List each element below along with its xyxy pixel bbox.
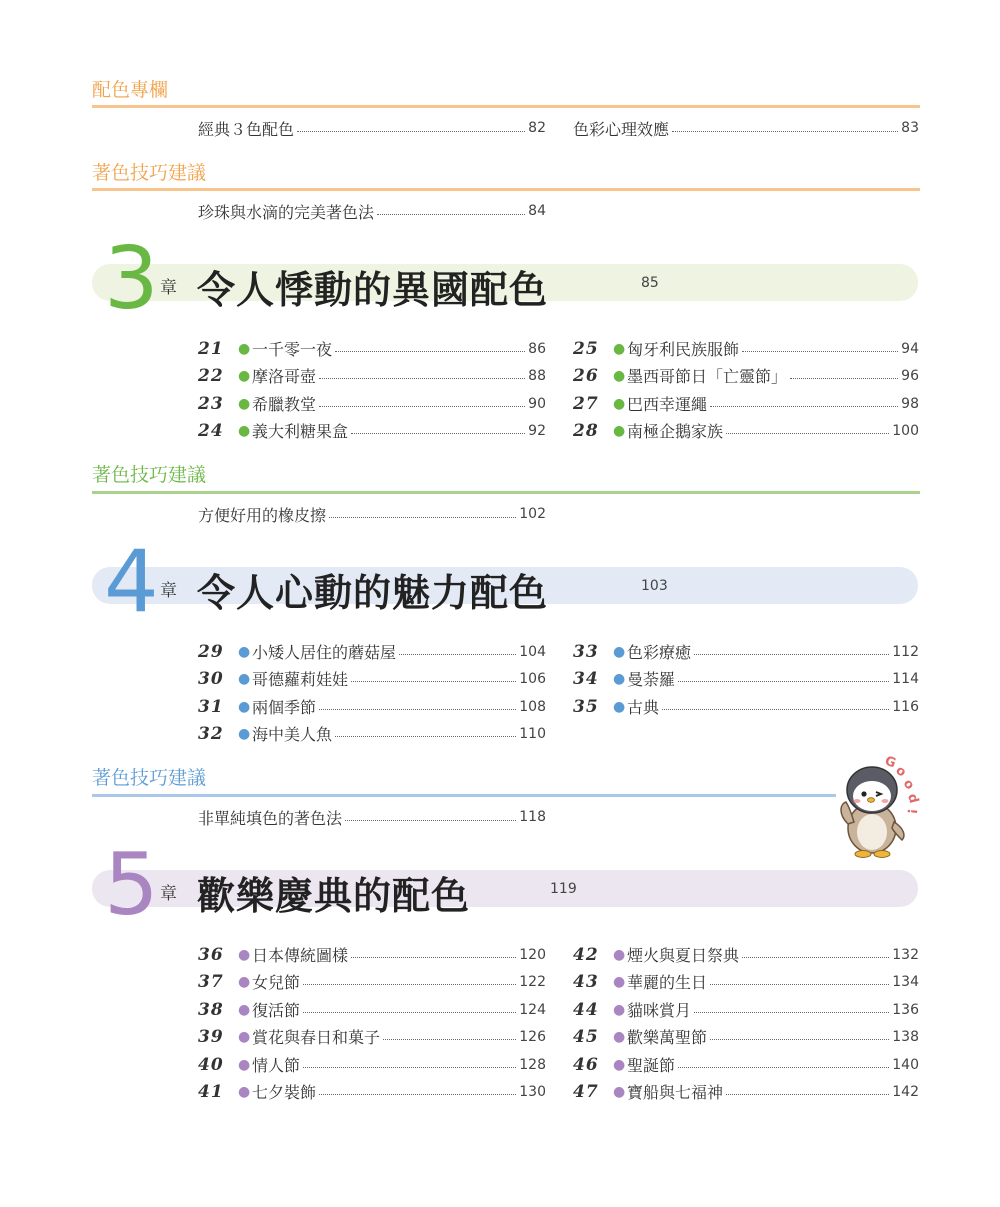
lesson-number: 30: [198, 668, 224, 689]
lesson-number: 36: [198, 944, 224, 965]
svg-text:o: o: [892, 762, 909, 781]
chapter-title: 歡樂慶典的配色: [197, 874, 471, 918]
lesson-page: 130: [519, 1083, 546, 1100]
dot-leader: [351, 681, 516, 682]
lesson-page: 134: [892, 973, 919, 990]
bullet-dot-icon: ●: [238, 367, 251, 384]
chapter-number: 4: [104, 532, 159, 632]
lesson-number: 46: [573, 1054, 599, 1075]
section-header-color-column: [92, 79, 168, 101]
lesson-number: 37: [198, 971, 224, 992]
dot-leader: [351, 433, 525, 434]
bullet-dot-icon: ●: [613, 643, 626, 660]
lesson-entry[interactable]: [198, 638, 546, 665]
toc-entry[interactable]: [573, 115, 919, 141]
lesson-title: 情人節: [252, 1056, 301, 1075]
bullet-dot-icon: ●: [613, 670, 626, 687]
lesson-entry[interactable]: [573, 417, 919, 444]
dot-leader: [319, 1094, 516, 1095]
lesson-title: 墨西哥節日「亡靈節」: [627, 367, 788, 386]
entry-page: 102: [519, 506, 546, 522]
entry-page: 84: [528, 203, 546, 219]
lesson-title: 日本傳統圖樣: [252, 946, 349, 965]
lesson-entry[interactable]: [198, 1023, 546, 1050]
toc-entry[interactable]: [198, 115, 546, 141]
bullet-dot-icon: ●: [613, 973, 626, 990]
lesson-entry[interactable]: [573, 335, 919, 362]
lesson-page: 98: [901, 395, 919, 412]
entry-title: 色彩心理效應: [573, 119, 670, 139]
svg-text:o: o: [899, 776, 918, 793]
lesson-page: 90: [528, 395, 546, 412]
lesson-entry[interactable]: [573, 1023, 919, 1050]
lesson-page: 122: [519, 973, 546, 990]
lesson-number: 45: [573, 1026, 599, 1047]
dot-leader: [335, 351, 525, 352]
lesson-page: 94: [901, 340, 919, 357]
lesson-title: 女兒節: [252, 973, 301, 992]
chapter-number: 5: [104, 835, 159, 935]
dot-leader: [297, 131, 525, 132]
dot-leader: [672, 131, 898, 132]
dot-leader: [399, 654, 516, 655]
lesson-number: 38: [198, 999, 224, 1020]
lesson-title: 復活節: [252, 1001, 301, 1020]
chapter-number: 3: [104, 229, 159, 329]
chapter-label: 章: [160, 884, 177, 904]
section-title: 著色技巧建議: [92, 162, 207, 184]
dot-leader: [329, 517, 516, 518]
chapter-page: 103: [641, 578, 668, 594]
entry-title: 珍珠與水滴的完美著色法: [198, 202, 375, 222]
penguin-mascot-icon: [832, 750, 928, 862]
lesson-entry[interactable]: [198, 417, 546, 444]
lesson-title: 義大利糖果盒: [252, 422, 349, 441]
lesson-page: 104: [519, 643, 546, 660]
lesson-entry[interactable]: [573, 665, 919, 692]
lesson-number: 23: [198, 393, 224, 414]
lesson-entry[interactable]: [198, 693, 546, 720]
lesson-entry[interactable]: [198, 1051, 546, 1078]
lesson-number: 29: [198, 641, 224, 662]
bullet-dot-icon: ●: [613, 1083, 626, 1100]
entry-title: 非單純填色的著色法: [198, 808, 343, 828]
lesson-entry[interactable]: [573, 1051, 919, 1078]
dot-leader: [694, 1012, 889, 1013]
bullet-dot-icon: ●: [613, 1028, 626, 1045]
lesson-entry[interactable]: [198, 968, 546, 995]
bullet-dot-icon: ●: [238, 1001, 251, 1018]
lesson-title: 寶船與七福神: [627, 1083, 724, 1102]
lesson-number: 22: [198, 365, 224, 386]
bullet-dot-icon: ●: [613, 946, 626, 963]
lesson-entry[interactable]: [198, 941, 546, 968]
dot-leader: [319, 709, 516, 710]
lesson-number: 24: [198, 420, 224, 441]
bullet-dot-icon: ●: [238, 973, 251, 990]
lesson-title: 匈牙利民族服飾: [627, 340, 740, 359]
bullet-dot-icon: ●: [238, 946, 251, 963]
bullet-dot-icon: ●: [613, 395, 626, 412]
lesson-entry[interactable]: [198, 362, 546, 389]
dot-leader: [742, 957, 889, 958]
dot-leader: [678, 1067, 889, 1068]
lesson-number: 25: [573, 338, 599, 359]
lesson-title: 南極企鵝家族: [627, 422, 724, 441]
toc-entry[interactable]: [198, 198, 546, 224]
lesson-number: 31: [198, 696, 224, 717]
bullet-dot-icon: ●: [238, 1056, 251, 1073]
lesson-title: 聖誕節: [627, 1056, 676, 1075]
lesson-page: 88: [528, 367, 546, 384]
lesson-page: 126: [519, 1028, 546, 1045]
lesson-title: 賞花與春日和菓子: [252, 1028, 381, 1047]
lesson-entry[interactable]: [573, 638, 919, 665]
entry-page: 118: [519, 809, 546, 825]
dot-leader: [726, 1094, 889, 1095]
dot-leader: [694, 654, 889, 655]
entry-title: 經典３色配色: [198, 119, 295, 139]
lesson-entry[interactable]: [573, 362, 919, 389]
dot-leader: [303, 1012, 516, 1013]
lesson-entry[interactable]: [573, 996, 919, 1023]
lesson-page: 132: [892, 946, 919, 963]
lesson-number: 40: [198, 1054, 224, 1075]
bullet-dot-icon: ●: [613, 1001, 626, 1018]
dot-leader: [790, 378, 898, 379]
svg-text:!: !: [903, 807, 919, 815]
dot-leader: [345, 820, 516, 821]
lesson-page: 106: [519, 670, 546, 687]
lesson-page: 100: [892, 422, 919, 439]
entry-page: 83: [901, 120, 919, 136]
lesson-entry[interactable]: [198, 1078, 546, 1105]
lesson-entry[interactable]: [573, 693, 919, 720]
section-title: 著色技巧建議: [92, 464, 207, 486]
lesson-title: 一千零一夜: [252, 340, 333, 359]
dot-leader: [351, 957, 516, 958]
lesson-number: 39: [198, 1026, 224, 1047]
lesson-entry[interactable]: [573, 968, 919, 995]
svg-text:G: G: [882, 753, 898, 772]
lesson-title: 煙火與夏日祭典: [627, 946, 740, 965]
lesson-number: 28: [573, 420, 599, 441]
bullet-dot-icon: ●: [238, 698, 251, 715]
lesson-title: 色彩療癒: [627, 643, 692, 662]
lesson-entry[interactable]: [573, 390, 919, 417]
section-title: 著色技巧建議: [92, 767, 207, 789]
lesson-title: 哥德蘿莉娃娃: [252, 670, 349, 689]
dot-leader: [303, 984, 516, 985]
section-divider: [92, 105, 920, 108]
bullet-dot-icon: ●: [613, 422, 626, 439]
chapter-title: 令人悸動的異國配色: [197, 268, 549, 312]
section-divider: [92, 794, 836, 797]
dot-leader: [742, 351, 898, 352]
lesson-number: 41: [198, 1081, 224, 1102]
lesson-title: 摩洛哥壺: [252, 367, 317, 386]
lesson-page: 114: [892, 670, 919, 687]
lesson-entry[interactable]: [198, 390, 546, 417]
lesson-page: 136: [892, 1001, 919, 1018]
section-divider: [92, 491, 920, 494]
lesson-title: 巴西幸運繩: [627, 395, 708, 414]
lesson-number: 42: [573, 944, 599, 965]
section-header-tips: [92, 464, 206, 486]
dot-leader: [303, 1067, 516, 1068]
lesson-entry[interactable]: [198, 996, 546, 1023]
lesson-number: 34: [573, 668, 599, 689]
lesson-page: 128: [519, 1056, 546, 1073]
lesson-page: 116: [892, 698, 919, 715]
svg-text:d: d: [904, 792, 922, 806]
bullet-dot-icon: ●: [613, 340, 626, 357]
section-title: 配色專欄: [92, 79, 169, 101]
lesson-page: 92: [528, 422, 546, 439]
lesson-title: 曼荼羅: [627, 670, 676, 689]
lesson-number: 33: [573, 641, 599, 662]
lesson-title: 華麗的生日: [627, 973, 708, 992]
bullet-dot-icon: ●: [238, 643, 251, 660]
bullet-dot-icon: ●: [238, 725, 251, 742]
bullet-dot-icon: ●: [238, 340, 251, 357]
lesson-number: 27: [573, 393, 599, 414]
lesson-title: 兩個季節: [252, 698, 317, 717]
lesson-page: 124: [519, 1001, 546, 1018]
chapter-page: 119: [550, 881, 577, 897]
lesson-page: 112: [892, 643, 919, 660]
bullet-dot-icon: ●: [238, 422, 251, 439]
entry-title: 方便好用的橡皮擦: [198, 505, 327, 525]
lesson-number: 47: [573, 1081, 599, 1102]
lesson-number: 44: [573, 999, 599, 1020]
lesson-page: 138: [892, 1028, 919, 1045]
lesson-entry[interactable]: [198, 720, 546, 747]
dot-leader: [710, 406, 898, 407]
lesson-page: 86: [528, 340, 546, 357]
lesson-number: 35: [573, 696, 599, 717]
bullet-dot-icon: ●: [238, 670, 251, 687]
toc-entry[interactable]: [198, 804, 546, 830]
chapter-title: 令人心動的魅力配色: [197, 571, 549, 615]
section-header-tips: [92, 767, 206, 789]
bullet-dot-icon: ●: [238, 1083, 251, 1100]
dot-leader: [319, 406, 525, 407]
lesson-page: 108: [519, 698, 546, 715]
entry-page: 82: [528, 120, 546, 136]
chapter-label: 章: [160, 278, 177, 298]
bullet-dot-icon: ●: [613, 1056, 626, 1073]
dot-leader: [377, 214, 525, 215]
lesson-number: 32: [198, 723, 224, 744]
lesson-page: 110: [519, 725, 546, 742]
bullet-dot-icon: ●: [238, 1028, 251, 1045]
dot-leader: [319, 378, 525, 379]
lesson-entry[interactable]: [198, 335, 546, 362]
lesson-page: 120: [519, 946, 546, 963]
dot-leader: [710, 984, 889, 985]
lesson-title: 海中美人魚: [252, 725, 333, 744]
bullet-dot-icon: ●: [613, 367, 626, 384]
lesson-page: 142: [892, 1083, 919, 1100]
lesson-title: 七夕裝飾: [252, 1083, 317, 1102]
lesson-entry[interactable]: [573, 941, 919, 968]
lesson-title: 古典: [627, 698, 660, 717]
lesson-page: 96: [901, 367, 919, 384]
lesson-title: 希臘教堂: [252, 395, 317, 414]
dot-leader: [726, 433, 889, 434]
lesson-page: 140: [892, 1056, 919, 1073]
chapter-label: 章: [160, 581, 177, 601]
dot-leader: [383, 1039, 516, 1040]
toc-entry[interactable]: [198, 501, 546, 527]
bullet-dot-icon: ●: [238, 395, 251, 412]
lesson-title: 貓咪賞月: [627, 1001, 692, 1020]
dot-leader: [662, 709, 889, 710]
dot-leader: [678, 681, 889, 682]
lesson-number: 26: [573, 365, 599, 386]
lesson-title: 歡樂萬聖節: [627, 1028, 708, 1047]
dot-leader: [710, 1039, 889, 1040]
lesson-number: 43: [573, 971, 599, 992]
section-header-tips: [92, 162, 206, 184]
lesson-title: 小矮人居住的蘑菇屋: [252, 643, 397, 662]
section-divider: [92, 188, 920, 191]
chapter-page: 85: [641, 275, 659, 291]
lesson-number: 21: [198, 338, 224, 359]
lesson-entry[interactable]: [573, 1078, 919, 1105]
dot-leader: [335, 736, 516, 737]
bullet-dot-icon: ●: [613, 698, 626, 715]
lesson-entry[interactable]: [198, 665, 546, 692]
